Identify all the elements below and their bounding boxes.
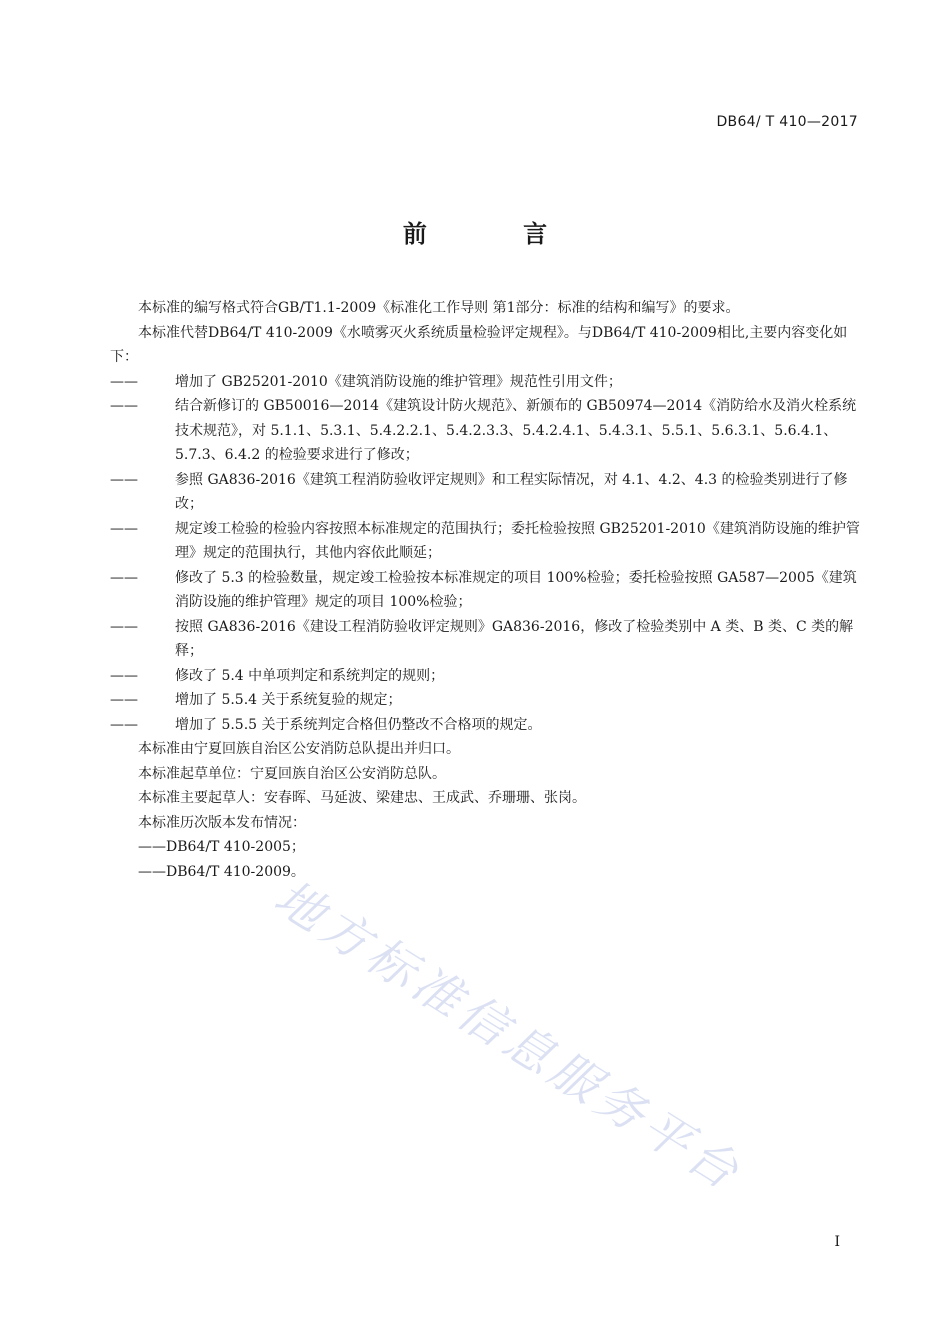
change-item: —— 增加了 GB25201-2010《建筑消防设施的维护管理》规范性引用文件； (110, 373, 622, 390)
document-code: DB64/ T 410—2017 (716, 114, 858, 130)
drafters: 本标准主要起草人：安春晖、马延波、梁建忠、王成武、乔珊珊、张岗。 (138, 790, 586, 806)
change-item: —— 结合新修订的 GB50016—2014《建筑设计防火规范》、新颁布的 GB50974—2014《消防给水及消火栓系统技术规范》，对 5.1.1、5.3.1、5.4.2.2.1、5.4.2.3.3、5.4.2.4.1、5.4.3.1、5.5.1、5.6.3.1、5.6.4.1、5.7.3、6.4.2 的检验要求进行了修改； (110, 398, 857, 463)
paragraph-replaces: 本标准代替DB64/T 410-2009《水喷雾灭火系统质量检验评定规程》。与DB64/T 410-2009相比,主要内容变化如下： (110, 324, 848, 365)
history-item: ——DB64/T 410-2009。 (138, 863, 305, 880)
change-item: —— 参照 GA836-2016《建筑工程消防验收评定规则》和工程实际情况，对 4.1、4.2、4.3 的检验类别进行了修改； (110, 471, 848, 512)
proposed-by: 本标准由宁夏回族自治区公安消防总队提出并归口。 (138, 741, 460, 757)
page-title: 前 言 (402, 220, 592, 248)
change-item: —— 增加了 5.5.5 关于系统判定合格但仍整改不合格项的规定。 (110, 716, 542, 733)
change-item: —— 规定竣工检验的检验内容按照本标准规定的范围执行；委托检验按照 GB25201-2010《建筑消防设施的维护管理》规定的范围执行，其他内容依此顺延； (110, 520, 860, 561)
drafting-unit: 本标准起草单位：宁夏回族自治区公安消防总队。 (138, 765, 446, 782)
history-item: ——DB64/T 410-2005； (138, 839, 305, 855)
paragraph-format: 本标准的编写格式符合GB/T1.1-2009《标准化工作导则 第1部分：标准的结构和编写》的要求。 (138, 300, 740, 316)
watermark: 地方标准信息服务平台 (264, 869, 753, 1203)
change-item: —— 增加了 5.5.4 关于系统复验的规定； (110, 692, 402, 708)
foreword-body (110, 296, 860, 884)
change-item: —— 按照 GA836-2016《建设工程消防验收评定规则》GA836-2016，修改了检验类别中 A 类、B 类、C 类的解释； (110, 618, 854, 659)
history-intro: 本标准历次版本发布情况： (138, 814, 306, 831)
page-number: I (834, 1234, 840, 1250)
change-item: —— 修改了 5.4 中单项判定和系统判定的规则； (110, 667, 445, 684)
change-item: —— 修改了 5.3 的检验数量，规定竣工检验按本标准规定的项目 100%检验；委托检验按照 GA587—2005《建筑消防设施的维护管理》规定的项目 100%检验； (110, 569, 857, 610)
